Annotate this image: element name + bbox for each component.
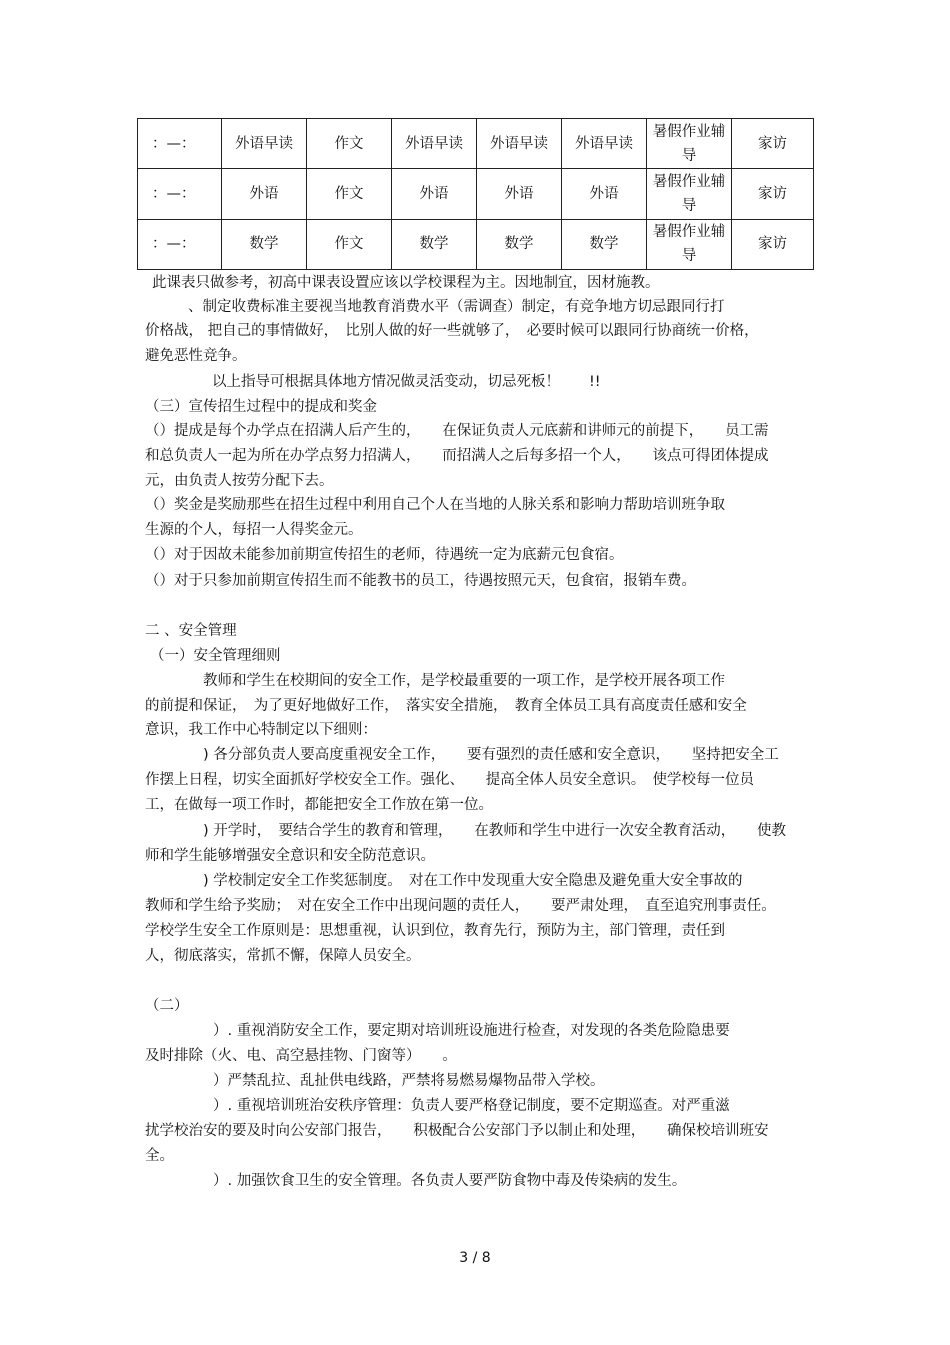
commission-line-3: 元，由负责人按劳分配下去。 [145, 473, 334, 489]
table-cell: 作文 [307, 119, 392, 169]
schedule-table [137, 118, 814, 270]
table-cell: 家访 [732, 219, 814, 269]
fee-standard-line-3: 避免恶性竞争。 [145, 348, 247, 364]
table-cell: 外语早读 [477, 119, 562, 169]
table-cell: 外语 [477, 169, 562, 219]
table-row [138, 169, 814, 219]
fee-standard-line-1: 、制定收费标准主要视当地教育消费水平（需调查）制定，有竞争地方切忌跟同行打 [188, 299, 725, 315]
security-order-line-3: 全。 [145, 1148, 174, 1164]
rules-intro-line-2: 的前提和保证， 为了更好地做好工作， 落实安全措施， 教育全体员工具有高度责任感和安全 [145, 698, 747, 714]
table-cell: ：—： [138, 219, 222, 269]
table-cell: ：—： [138, 169, 222, 219]
table-cell: 外语早读 [562, 119, 647, 169]
table-row [138, 119, 814, 169]
fire-safety-line-1: ）. 重视消防安全工作，要定期对培训班设施进行检查，对发现的各类危险隐患要 [213, 1023, 730, 1039]
table-row [138, 219, 814, 269]
wiring-rule-line: ）严禁乱拉、乱扯供电线路，严禁将易燃易爆物品带入学校。 [213, 1073, 605, 1089]
rule-2-line-1: ) 开学时， 要结合学生的教育和管理， 在教师和学生中进行一次安全教育活动， 使教 [203, 823, 787, 839]
table-cell: 暑假作业辅导 [647, 169, 732, 219]
staff-pay-line: （）对于只参加前期宣传招生而不能教书的员工，待遇按照元天，包食宿，报销车费。 [145, 573, 696, 589]
table-cell: 作文 [307, 169, 392, 219]
table-cell: 外语 [562, 169, 647, 219]
table-cell: 暑假作业辅导 [647, 119, 732, 169]
table-cell: 数学 [477, 219, 562, 269]
schedule-note: 此课表只做参考，初高中课表设置应该以学校课程为主。因地制宜，因材施教。 [152, 275, 660, 291]
teacher-pay-line: （）对于因故未能参加前期宣传招生的老师，待遇统一定为底薪元包食宿。 [145, 547, 624, 563]
table-cell: 家访 [732, 169, 814, 219]
rules-intro-line-1: 教师和学生在校期间的安全工作，是学校最重要的一项工作，是学校开展各项工作 [203, 673, 725, 689]
table-cell: 外语早读 [392, 119, 477, 169]
security-order-line-1: ）. 重视培训班治安秩序管理：负责人要严格登记制度，要不定期巡查。对严重滋 [213, 1098, 730, 1114]
table-cell: 家访 [732, 119, 814, 169]
table-cell: 数学 [392, 219, 477, 269]
table-cell: ：—： [138, 119, 222, 169]
bonus-line-1: （）奖金是奖励那些在招生过程中利用自己个人在当地的人脉关系和影响力帮助培训班争取 [145, 497, 725, 513]
commission-line-1: （）提成是每个办学点在招满人后产生的， 在保证负责人元底薪和讲师元的前提下， 员工需 [145, 423, 769, 439]
rule-1-line-1: ) 各分部负责人要高度重视安全工作， 要有强烈的责任感和安全意识， 坚持把安全工 [203, 747, 779, 763]
subsection-heading-rules: （一）安全管理细则 [150, 648, 281, 664]
fee-standard-line-2: 价格战， 把自己的事情做好， 比别人做的好一些就够了， 必要时候可以跟同行协商统一价格， [145, 323, 759, 339]
section-heading-safety: 二 、安全管理 [145, 623, 237, 639]
table-cell: 暑假作业辅导 [647, 219, 732, 269]
flexibility-note: 以上指导可根据具体地方情况做灵活变动，切忌死板！ !! [212, 374, 601, 390]
rule-3-line-4: 人，彻底落实，常抓不懈，保障人员安全。 [145, 948, 421, 964]
table-cell: 外语 [392, 169, 477, 219]
table-cell: 数学 [222, 219, 307, 269]
fire-safety-line-2: 及时排除（火、电、高空悬挂物、门窗等） 。 [145, 1048, 457, 1064]
commission-line-2: 和总负责人一起为所在办学点努力招满人， 而招满人之后每多招一个人， 该点可得团体提成 [145, 448, 769, 464]
table-cell: 数学 [562, 219, 647, 269]
rule-3-line-2: 教师和学生给予奖励； 对在安全工作中出现问题的责任人， 要严肃处理， 直至追究刑事责任。 [145, 898, 776, 914]
rule-3-line-1: ) 学校制定安全工作奖惩制度。 对在工作中发现重大安全隐患及避免重大安全事故的 [203, 873, 743, 889]
security-order-line-2: 扰学校治安的要及时向公安部门报告， 积极配合公安部门予以制止和处理， 确保校培训班安 [145, 1123, 769, 1139]
rule-3-line-3: 学校学生安全工作原则是：思想重视，认识到位，教育先行，预防为主，部门管理，责任到 [145, 923, 725, 939]
rule-1-line-2: 作摆上日程，切实全面抓好学校安全工作。强化、 提高全体人员安全意识。 使学校每一位员 [145, 772, 754, 788]
subsection-heading-two: （二） [145, 998, 189, 1014]
section-heading-commission: （三）宣传招生过程中的提成和奖金 [145, 399, 377, 415]
rule-1-line-3: 工，在做每一项工作时，都能把安全工作放在第一位。 [145, 797, 493, 813]
bonus-line-2: 生源的个人，每招一人得奖金元。 [145, 522, 363, 538]
table-cell: 外语 [222, 169, 307, 219]
rules-intro-line-3: 意识，我工作中心特制定以下细则： [145, 722, 377, 738]
table-cell: 外语早读 [222, 119, 307, 169]
rule-2-line-2: 师和学生能够增强安全意识和安全防范意识。 [145, 848, 435, 864]
table-cell: 作文 [307, 219, 392, 269]
food-safety-line: ）. 加强饮食卫生的安全管理。各负责人要严防食物中毒及传染病的发生。 [213, 1173, 687, 1189]
page-number: 3 / 8 [459, 1250, 491, 1266]
